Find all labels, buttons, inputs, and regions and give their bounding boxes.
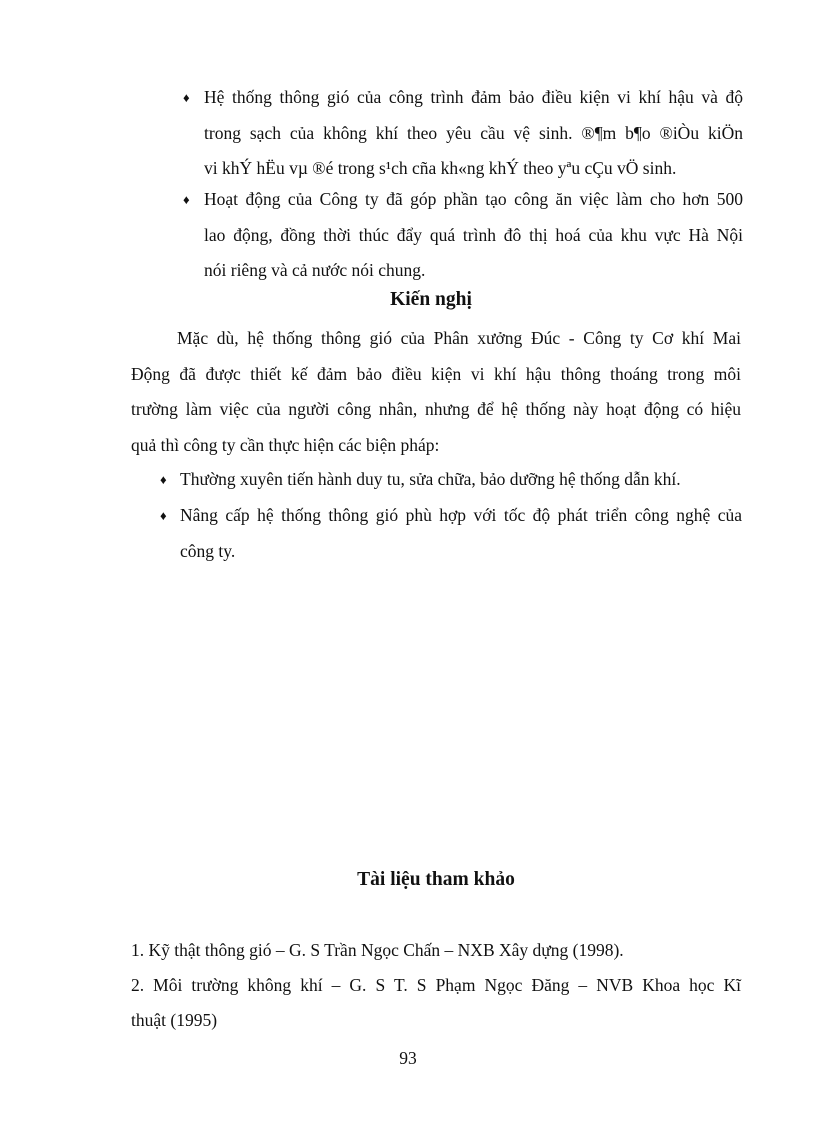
- bullet-item: [183, 182, 743, 289]
- text-line: Động đã được thiết kế đảm bảo điều kiện vi khí hậu thông thoáng trong môi: [131, 363, 741, 384]
- text-line: Nâng cấp hệ thống thông gió phù hợp với tốc độ phát triển công nghệ của: [180, 505, 742, 525]
- diamond-bullet-icon: ♦: [183, 90, 190, 105]
- text-line: lao động, đồng thời thúc đẩy quá trình đô thị hoá của khu vực Hà Nội: [204, 224, 743, 245]
- bullet-item: [183, 80, 743, 187]
- text-line: 2. Môi trường không khí – G. S T. S Phạm Ngọc Đăng – NVB Khoa học Kĩ: [131, 975, 741, 995]
- section-heading-references: Tài liệu tham khảo: [357, 869, 515, 890]
- text-line: Hoạt động của Công ty đã góp phần tạo công ăn việc làm cho hơn 500: [204, 189, 743, 209]
- text-line: 1. Kỹ thật thông gió – G. S Trần Ngọc Chấn – NXB Xây dựng (1998).: [131, 940, 624, 960]
- diamond-bullet-icon: ♦: [160, 472, 167, 487]
- text-line: Thường xuyên tiến hành duy tu, sửa chữa, bảo dưỡng hệ thống dẫn khí.: [180, 469, 681, 489]
- text-line: vi khÝ hËu vµ ®é trong s¹ch cña kh«ng khÝ theo yªu cÇu vÖ sinh.: [204, 158, 677, 178]
- text-line: quả thì công ty cần thực hiện các biện pháp:: [131, 434, 440, 455]
- page-number: 93: [399, 1048, 417, 1068]
- diamond-bullet-icon: ♦: [183, 192, 190, 207]
- text-line: Mặc dù, hệ thống thông gió của Phân xưởng Đúc - Công ty Cơ khí Mai: [177, 328, 741, 348]
- section-heading-recommendations: Kiến nghị: [390, 289, 472, 310]
- diamond-bullet-icon: ♦: [160, 508, 167, 523]
- text-line: trường làm việc của người công nhân, nhưng để hệ thống này hoạt động có hiệu: [131, 399, 741, 419]
- reference-item: [131, 968, 741, 1038]
- text-line: thuật (1995): [131, 1010, 218, 1030]
- recommendation-paragraph: [131, 321, 741, 463]
- bullet-item: [160, 462, 742, 498]
- reference-item: [131, 933, 741, 968]
- text-line: trong sạch của không khí theo yêu cầu vệ sinh. ®¶m b¶o ®iÒu kiÖn: [204, 122, 743, 143]
- text-line: Hệ thống thông gió của công trình đảm bảo điều kiện vi khí hậu và độ: [204, 87, 743, 107]
- text-line: nói riêng và cả nước nói chung.: [204, 260, 426, 280]
- bullet-item: [160, 498, 742, 569]
- text-line: công ty.: [180, 540, 236, 561]
